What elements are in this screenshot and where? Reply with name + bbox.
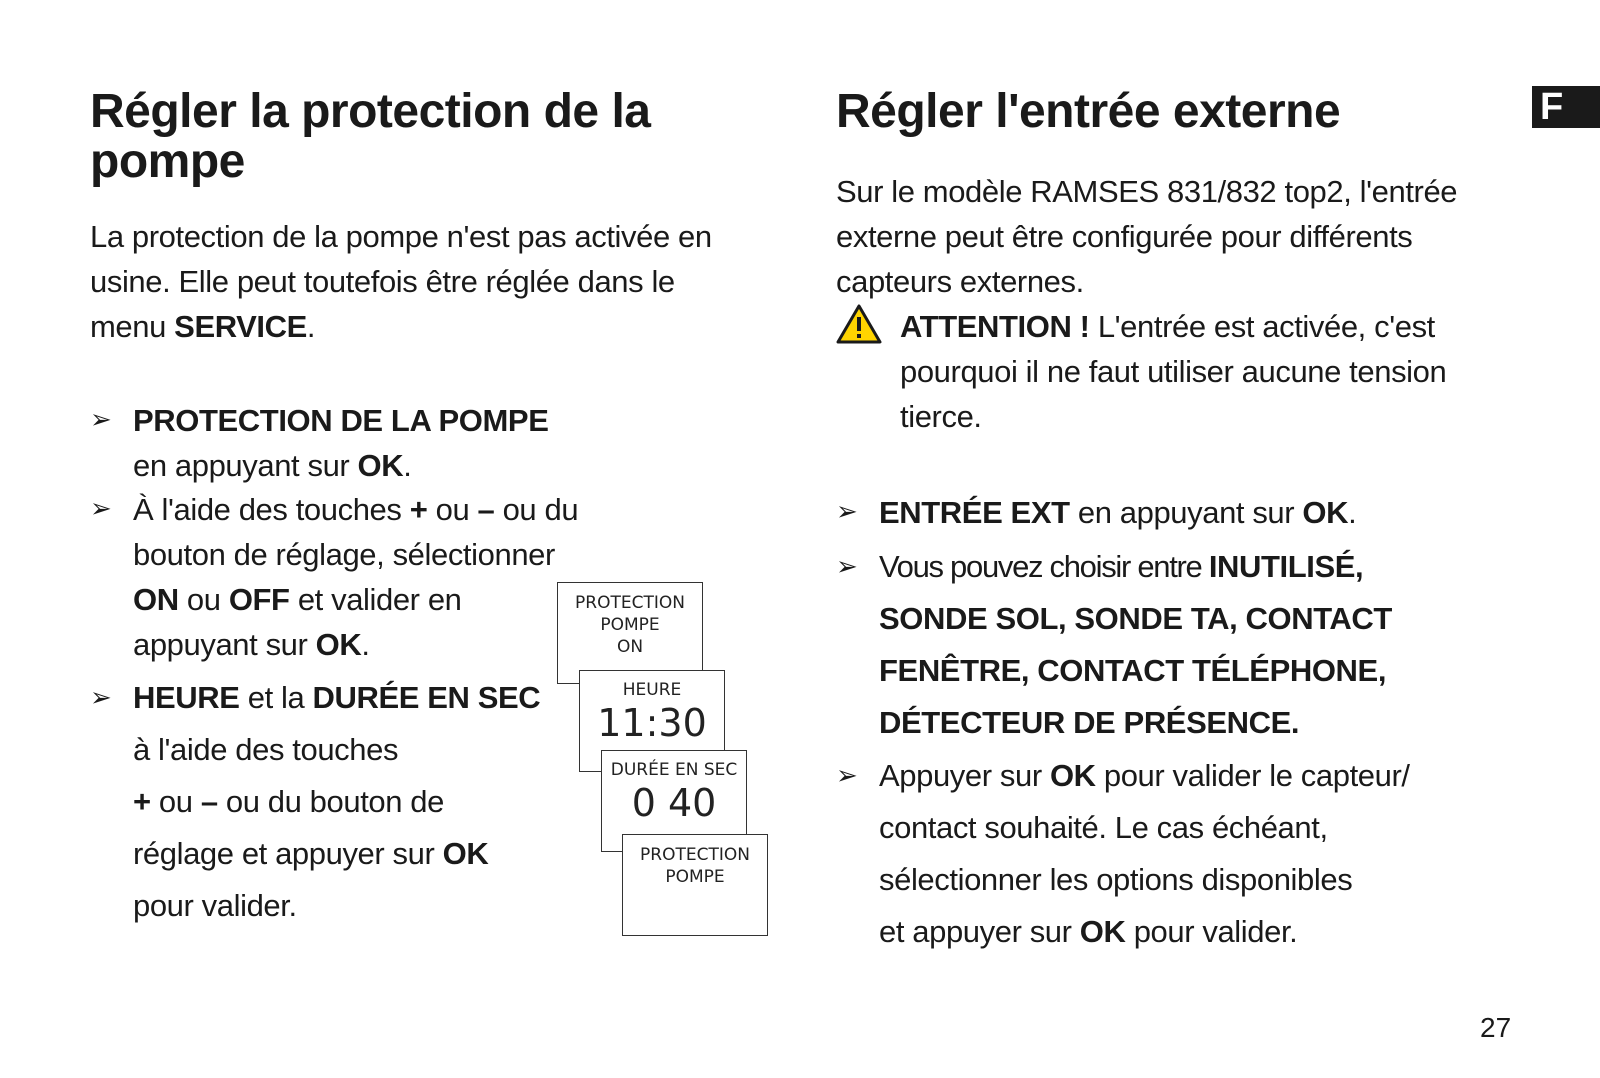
arrow-bullet-icon: ➢ — [836, 761, 858, 791]
right-step-3: ➢ Appuyer sur OK pour valider le capteur/ contact souhaité. Le cas échéant, sélectionner les options disponibles et appuyer sur OK pour valider. — [836, 750, 1410, 958]
section-badge: F — [1532, 86, 1600, 128]
intro-line: La protection de la pompe n'est pas activée en — [90, 219, 712, 254]
left-intro — [90, 214, 712, 349]
page-number: 27 — [1480, 1012, 1512, 1043]
right-step-2: ➢ Vous pouvez choisir entre INUTILISÉ, SONDE SOL, SONDE TA, CONTACT FENÊTRE, CONTACT TÉLÉPHONE, DÉTECTEUR DE PRÉSENCE. — [836, 541, 1392, 749]
arrow-bullet-icon: ➢ — [836, 552, 858, 582]
display-protection: PROTECTION POMPE — [622, 834, 768, 936]
left-step-2: ➢ À l'aide des touches + ou – ou du bouton de réglage, sélectionner ON ou OFF et valider en appuyant sur OK. — [90, 487, 578, 667]
right-step-1: ➢ ENTRÉE EXT en appuyant sur OK. — [836, 490, 1356, 535]
arrow-bullet-icon: ➢ — [90, 405, 112, 435]
intro-line: usine. Elle peut toutefois être réglée dans le — [90, 264, 675, 299]
right-heading: Régler l'entrée externe — [836, 85, 1341, 138]
arrow-bullet-icon: ➢ — [90, 683, 112, 713]
left-step-1: ➢ PROTECTION DE LA POMPE en appuyant sur OK. — [90, 398, 548, 488]
arrow-bullet-icon: ➢ — [90, 494, 112, 524]
arrow-bullet-icon: ➢ — [836, 497, 858, 527]
display-duree: DURÉE EN SEC 0 40 — [601, 750, 747, 852]
right-intro: Sur le modèle RAMSES 831/832 top2, l'entrée externe peut être configurée pour différents capteurs externes. — [836, 174, 1458, 299]
left-heading: Régler la protection de la pompe — [90, 85, 651, 188]
warning-triangle-icon — [836, 304, 882, 344]
intro-line: menu SERVICE. — [90, 309, 316, 344]
display-heure: HEURE 11:30 — [579, 670, 725, 772]
display-protection-on: PROTECTION POMPE ON — [557, 582, 703, 684]
warning-block: ATTENTION ! L'entrée est activée, c'est pourquoi il ne faut utiliser aucune tension tierce. — [836, 304, 1446, 439]
left-step-3: ➢ HEURE et la DURÉE EN SEC à l'aide des touches + ou – ou du bouton de réglage et appuyer sur OK pour valider. — [90, 672, 540, 932]
